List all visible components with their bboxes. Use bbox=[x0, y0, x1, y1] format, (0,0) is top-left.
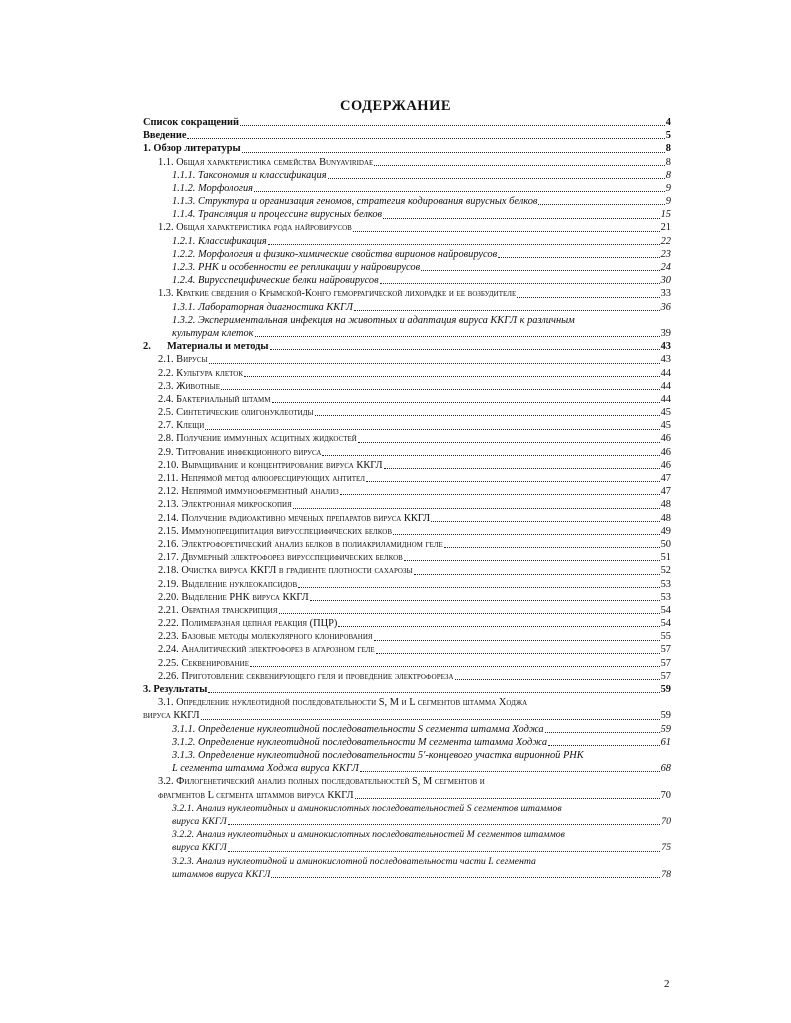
dot-leader bbox=[384, 468, 660, 469]
toc-entry-page: 4 bbox=[665, 116, 671, 128]
dot-leader bbox=[404, 560, 660, 561]
dot-leader bbox=[383, 218, 660, 219]
toc-entry-label: 3.2.1. Анализ нуклеотидных и аминокислотных последовательностей S сегментов штаммов bbox=[172, 802, 562, 814]
toc-entry-label: 2.15. Иммунопреципитация вирусспецифических белков bbox=[158, 525, 393, 537]
toc-entry-label: 3.1. Определение нуклеотидной последовательности S, M и L сегментов штамма Ходжа bbox=[158, 697, 528, 709]
toc-entry[interactable] bbox=[143, 261, 671, 274]
toc-entry-label: 1.1.3. Структура и организация геномов, стратегия кодирования вирусных белков bbox=[172, 196, 538, 208]
dot-leader bbox=[250, 666, 660, 667]
toc-entry-label: 2.4. Бактериальный штамм bbox=[158, 393, 271, 405]
dot-leader bbox=[228, 851, 660, 852]
toc-entry-label: 2.21. Обратная транскрипция bbox=[158, 604, 278, 616]
toc-entry[interactable] bbox=[143, 433, 671, 446]
toc-entry[interactable] bbox=[143, 564, 671, 577]
toc-entry-label: 1.1.1. Таксономия и классификация bbox=[172, 169, 327, 181]
toc-entry-page: 39 bbox=[660, 327, 671, 339]
toc-entry-label: 2.1. Вирусы bbox=[158, 354, 208, 366]
toc-entry-label-continued: штаммов вируса ККГЛ bbox=[172, 868, 271, 880]
page-title: СОДЕРЖАНИЕ bbox=[339, 98, 452, 114]
toc-entry-page: 46 bbox=[660, 459, 671, 471]
dot-leader bbox=[340, 494, 660, 495]
dot-leader bbox=[255, 336, 660, 337]
toc-entry-page: 44 bbox=[660, 393, 671, 405]
dot-leader bbox=[254, 191, 665, 192]
toc-entry-page: 50 bbox=[660, 538, 671, 550]
toc-entry[interactable] bbox=[143, 182, 671, 195]
dot-leader bbox=[517, 297, 659, 298]
dot-leader bbox=[380, 283, 660, 284]
dot-leader bbox=[298, 587, 659, 588]
toc-entry-label: 1.2.1. Классификация bbox=[172, 235, 267, 247]
toc-entry[interactable] bbox=[143, 683, 671, 696]
dot-leader bbox=[421, 270, 660, 271]
toc-entry-label: 2.5. Синтетические олигонуклеотиды bbox=[158, 407, 314, 419]
dot-leader bbox=[187, 138, 664, 139]
toc-entry-page: 47 bbox=[660, 486, 671, 498]
toc-entry-page: 49 bbox=[660, 525, 671, 537]
dot-leader bbox=[393, 534, 660, 535]
toc-entry-label: 1.1.4. Трансляция и процессинг вирусных белков bbox=[172, 209, 383, 221]
toc-entry[interactable] bbox=[143, 116, 671, 129]
toc-entry-page: 78 bbox=[661, 868, 671, 880]
toc-entry[interactable] bbox=[143, 472, 671, 485]
toc-entry-label-continued: вируса ККГЛ bbox=[143, 710, 200, 722]
toc-entry-page: 9 bbox=[665, 182, 671, 194]
toc-entry[interactable] bbox=[143, 208, 671, 221]
toc-entry-label: 3.2.2. Анализ нуклеотидных и аминокислотных последовательностей M сегментов штаммов bbox=[172, 829, 565, 841]
toc-entry[interactable] bbox=[143, 340, 671, 353]
toc-entry[interactable] bbox=[143, 538, 671, 551]
toc-entry-page: 15 bbox=[660, 209, 671, 221]
toc-entry-page: 44 bbox=[660, 380, 671, 392]
toc-entry-label: 2.7. Клещи bbox=[158, 420, 205, 432]
toc-entry[interactable] bbox=[143, 630, 671, 643]
toc-entry-label: Введение bbox=[143, 130, 187, 142]
dot-leader bbox=[242, 152, 665, 153]
toc-entry-label: 2.22. Полимеразная цепная реакция (ПЦР) bbox=[158, 618, 338, 630]
dot-leader bbox=[240, 125, 665, 126]
dot-leader bbox=[376, 653, 660, 654]
toc-entry[interactable] bbox=[143, 156, 671, 169]
toc-entry-label bbox=[143, 340, 269, 353]
toc-entry[interactable] bbox=[143, 551, 671, 564]
toc-entry-page: 59 bbox=[660, 723, 671, 735]
toc-entry[interactable] bbox=[143, 169, 671, 182]
dot-leader bbox=[545, 732, 660, 733]
dot-leader bbox=[355, 798, 660, 799]
dot-leader bbox=[244, 376, 660, 377]
toc-entry-page: 24 bbox=[660, 262, 671, 274]
dot-leader bbox=[228, 824, 660, 825]
toc-entry[interactable] bbox=[143, 287, 671, 300]
dot-leader bbox=[322, 455, 659, 456]
toc-entry-label: 3.1.1. Определение нуклеотидной последовательности S сегмента штамма Ходжа bbox=[172, 723, 544, 735]
toc-entry-label: 1.2. Общая характеристика рода найровирусов bbox=[158, 222, 352, 234]
dot-leader bbox=[315, 415, 660, 416]
dot-leader bbox=[271, 877, 660, 878]
dot-leader bbox=[310, 600, 660, 601]
dot-leader bbox=[374, 165, 664, 166]
toc-entry[interactable] bbox=[143, 446, 671, 459]
toc-entry[interactable] bbox=[143, 274, 671, 287]
toc-entry-label-continued: вируса ККГЛ bbox=[172, 815, 227, 827]
dot-leader bbox=[208, 692, 659, 693]
toc-entry-page: 53 bbox=[660, 591, 671, 603]
toc-entry-page: 8 bbox=[665, 156, 671, 168]
toc-entry-label: 2.12. Непрямой иммуноферментный анализ bbox=[158, 486, 339, 498]
toc-entry-label: 3.1.3. Определение нуклеотидной последовательности 5'-концевого участка вирионной РНК bbox=[172, 750, 584, 761]
dot-leader bbox=[279, 613, 660, 614]
toc-entry[interactable] bbox=[143, 459, 671, 472]
toc-entry-page: 61 bbox=[660, 736, 671, 748]
dot-leader bbox=[498, 257, 660, 258]
table-of-contents bbox=[143, 116, 671, 881]
toc-entry-page: 8 bbox=[665, 169, 671, 181]
toc-entry-label: 2.2. Культура клеток bbox=[158, 367, 244, 379]
toc-entry-page: 46 bbox=[660, 446, 671, 458]
toc-entry[interactable] bbox=[143, 736, 671, 749]
toc-entry-label: 1. Обзор литературы bbox=[143, 143, 241, 155]
toc-entry-page: 46 bbox=[660, 433, 671, 445]
toc-entry-page: 8 bbox=[665, 143, 671, 155]
toc-entry-label: 2.3. Животные bbox=[158, 380, 220, 392]
toc-entry-page: 57 bbox=[660, 670, 671, 682]
toc-entry[interactable] bbox=[143, 775, 671, 801]
toc-entry-page: 52 bbox=[660, 565, 671, 577]
dot-leader bbox=[201, 719, 660, 720]
dot-leader bbox=[205, 429, 659, 430]
toc-entry-label: 1.2.3. РНК и особенности ее репликации у найровирусов bbox=[172, 262, 421, 274]
toc-entry-label: 1.3.1. Лабораторная диагностика ККГЛ bbox=[172, 301, 353, 313]
toc-entry-page: 48 bbox=[660, 499, 671, 511]
toc-entry-label: 2.10. Выращивание и концентрирование вируса ККГЛ bbox=[158, 459, 383, 471]
toc-entry-page: 48 bbox=[660, 512, 671, 524]
toc-entry[interactable] bbox=[143, 222, 671, 235]
toc-entry-page: 47 bbox=[660, 473, 671, 485]
toc-entry-page: 36 bbox=[660, 301, 671, 313]
toc-entry[interactable] bbox=[143, 393, 671, 406]
toc-entry-label: 2.20. Выделение РНК вируса ККГЛ bbox=[158, 591, 309, 603]
toc-entry-page: 68 bbox=[660, 763, 671, 775]
toc-entry-label-continued: L сегмента штамма Ходжа вируса ККГЛ bbox=[172, 763, 359, 775]
toc-entry-label: 2.11. Непрямой метод флюоресцирующих антител bbox=[158, 473, 365, 485]
toc-entry[interactable] bbox=[143, 802, 671, 828]
dot-leader bbox=[431, 521, 660, 522]
toc-entry-page: 30 bbox=[660, 275, 671, 287]
toc-entry-label: 1.2.4. Вирусспецифические белки найровирусов bbox=[172, 275, 379, 287]
dot-leader bbox=[353, 231, 660, 232]
toc-entry[interactable] bbox=[143, 604, 671, 617]
dot-leader bbox=[444, 547, 660, 548]
toc-entry-page: 43 bbox=[660, 354, 671, 366]
toc-entry[interactable] bbox=[143, 749, 671, 775]
toc-entry[interactable] bbox=[143, 670, 671, 683]
toc-entry[interactable] bbox=[143, 419, 671, 432]
toc-entry[interactable] bbox=[143, 696, 671, 722]
dot-leader bbox=[538, 204, 664, 205]
toc-entry[interactable] bbox=[143, 129, 671, 142]
toc-entry-label: 2.19. Выделение нуклеокапсидов bbox=[158, 578, 298, 590]
toc-entry[interactable] bbox=[143, 314, 671, 340]
toc-entry-label: 1.1. Общая характеристика семейства Bunyaviridae bbox=[158, 156, 374, 168]
dot-leader bbox=[455, 679, 660, 680]
page-number: 2 bbox=[664, 978, 670, 990]
toc-entry-label: 2.26. Приготовление секвенирующего геля и проведение электрофореза bbox=[158, 670, 454, 682]
toc-entry[interactable] bbox=[143, 525, 671, 538]
toc-entry-label: 2.23. Базовые методы молекулярного клонирования bbox=[158, 631, 373, 643]
dot-leader bbox=[221, 389, 660, 390]
toc-entry-page: 57 bbox=[660, 657, 671, 669]
dot-leader bbox=[270, 349, 660, 350]
toc-entry-label: 2.8. Получение иммунных асцитных жидкостей bbox=[158, 433, 357, 445]
toc-entry-label: 1.3.2. Экспериментальная инфекция на животных и адаптация вируса ККГЛ к различным bbox=[172, 314, 575, 326]
toc-entry[interactable] bbox=[143, 142, 671, 155]
dot-leader bbox=[374, 640, 660, 641]
toc-entry[interactable] bbox=[143, 195, 671, 208]
toc-entry-label-continued: вируса ККГЛ bbox=[172, 842, 227, 854]
toc-entry[interactable] bbox=[143, 828, 671, 854]
toc-entry-label: 2.9. Титрование инфекционного вируса bbox=[158, 446, 322, 458]
toc-entry-page: 57 bbox=[660, 644, 671, 656]
toc-entry-page: 5 bbox=[665, 130, 671, 142]
dot-leader bbox=[360, 771, 660, 772]
toc-entry-page: 70 bbox=[661, 815, 671, 827]
dot-leader bbox=[293, 508, 660, 509]
toc-entry-page: 9 bbox=[665, 196, 671, 208]
toc-entry[interactable] bbox=[143, 235, 671, 248]
toc-entry[interactable] bbox=[143, 723, 671, 736]
toc-entry-page: 54 bbox=[660, 618, 671, 630]
dot-leader bbox=[272, 402, 660, 403]
toc-entry-page: 45 bbox=[660, 420, 671, 432]
dot-leader bbox=[328, 178, 665, 179]
toc-entry[interactable] bbox=[143, 301, 671, 314]
toc-entry-label: 3.1.2. Определение нуклеотидной последовательности M сегмента штамма Ходжа bbox=[172, 736, 548, 748]
toc-entry[interactable] bbox=[143, 248, 671, 261]
dot-leader bbox=[414, 574, 660, 575]
toc-entry-label: 2.24. Аналитический электрофорез в агарозном геле bbox=[158, 644, 375, 656]
toc-entry[interactable] bbox=[143, 617, 671, 630]
dot-leader bbox=[209, 363, 660, 364]
toc-entry[interactable] bbox=[143, 644, 671, 657]
toc-entry-label-continued: культурам клеток bbox=[172, 327, 254, 339]
toc-entry-label: 3.2. Филогенетический анализ полных последовательностей S, M сегментов и bbox=[158, 776, 485, 788]
dot-leader bbox=[338, 626, 659, 627]
toc-entry-label: 2.17. Двумерный электрофорез вирусспецифических белков bbox=[158, 552, 403, 564]
toc-entry-page: 54 bbox=[660, 604, 671, 616]
toc-entry-page: 44 bbox=[660, 367, 671, 379]
toc-entry-page: 53 bbox=[660, 578, 671, 590]
toc-entry-label: 1.1.2. Морфология bbox=[172, 182, 253, 194]
dot-leader bbox=[354, 310, 660, 311]
toc-entry-page: 70 bbox=[660, 789, 671, 801]
dot-leader bbox=[358, 442, 660, 443]
toc-entry[interactable] bbox=[143, 498, 671, 511]
toc-entry-page: 22 bbox=[660, 235, 671, 247]
toc-entry-page: 33 bbox=[660, 288, 671, 300]
toc-entry[interactable] bbox=[143, 485, 671, 498]
toc-entry-page: 23 bbox=[660, 248, 671, 260]
toc-entry[interactable] bbox=[143, 406, 671, 419]
toc-entry[interactable] bbox=[143, 855, 671, 881]
toc-entry-label: Список сокращений bbox=[143, 116, 239, 128]
toc-entry-label: 1.2.2. Морфология и физико-химические свойства вирионов найровирусов bbox=[172, 248, 498, 260]
dot-leader bbox=[366, 481, 660, 482]
toc-entry[interactable] bbox=[143, 353, 671, 366]
toc-entry-label: 3. Результаты bbox=[143, 684, 208, 696]
section-number: 2. bbox=[143, 341, 151, 353]
section-title: Материалы и методы bbox=[167, 341, 269, 353]
dot-leader bbox=[268, 244, 660, 245]
toc-entry-label: 2.18. Очистка вируса ККГЛ в градиенте плотности сахарозы bbox=[158, 565, 413, 577]
toc-entry-page: 43 bbox=[660, 341, 671, 353]
toc-entry[interactable] bbox=[143, 657, 671, 670]
toc-entry-page: 75 bbox=[661, 842, 671, 854]
toc-entry-label: 2.14. Получение радиоактивно меченых препаратов вируса ККГЛ bbox=[158, 512, 431, 524]
toc-entry-label-continued: фрагментов L сегмента штаммов вируса ККГЛ bbox=[158, 789, 354, 801]
dot-leader bbox=[548, 745, 660, 746]
toc-entry-page: 59 bbox=[660, 684, 671, 696]
toc-entry[interactable] bbox=[143, 591, 671, 604]
toc-entry-label: 3.2.3. Анализ нуклеотидной и аминокислотной последовательности части L сегмента bbox=[172, 855, 536, 867]
toc-entry-label: 2.13. Электронная микроскопия bbox=[158, 499, 292, 511]
toc-entry-page: 21 bbox=[660, 222, 671, 234]
toc-entry-label: 2.25. Секвенирование bbox=[158, 657, 250, 669]
toc-entry[interactable] bbox=[143, 380, 671, 393]
toc-entry-label: 2.16. Электрофоретический анализ белков в полиакриламидном геле bbox=[158, 538, 443, 550]
toc-entry[interactable] bbox=[143, 367, 671, 380]
toc-entry-page: 45 bbox=[660, 407, 671, 419]
toc-entry-page: 59 bbox=[660, 710, 671, 722]
toc-entry-label: 1.3. Краткие сведения о Крымской-Конго геморрагической лихорадке и ее возбудителе bbox=[158, 288, 517, 300]
toc-entry-page: 51 bbox=[660, 552, 671, 564]
toc-entry[interactable] bbox=[143, 578, 671, 591]
toc-entry[interactable] bbox=[143, 512, 671, 525]
toc-entry-page: 55 bbox=[660, 631, 671, 643]
